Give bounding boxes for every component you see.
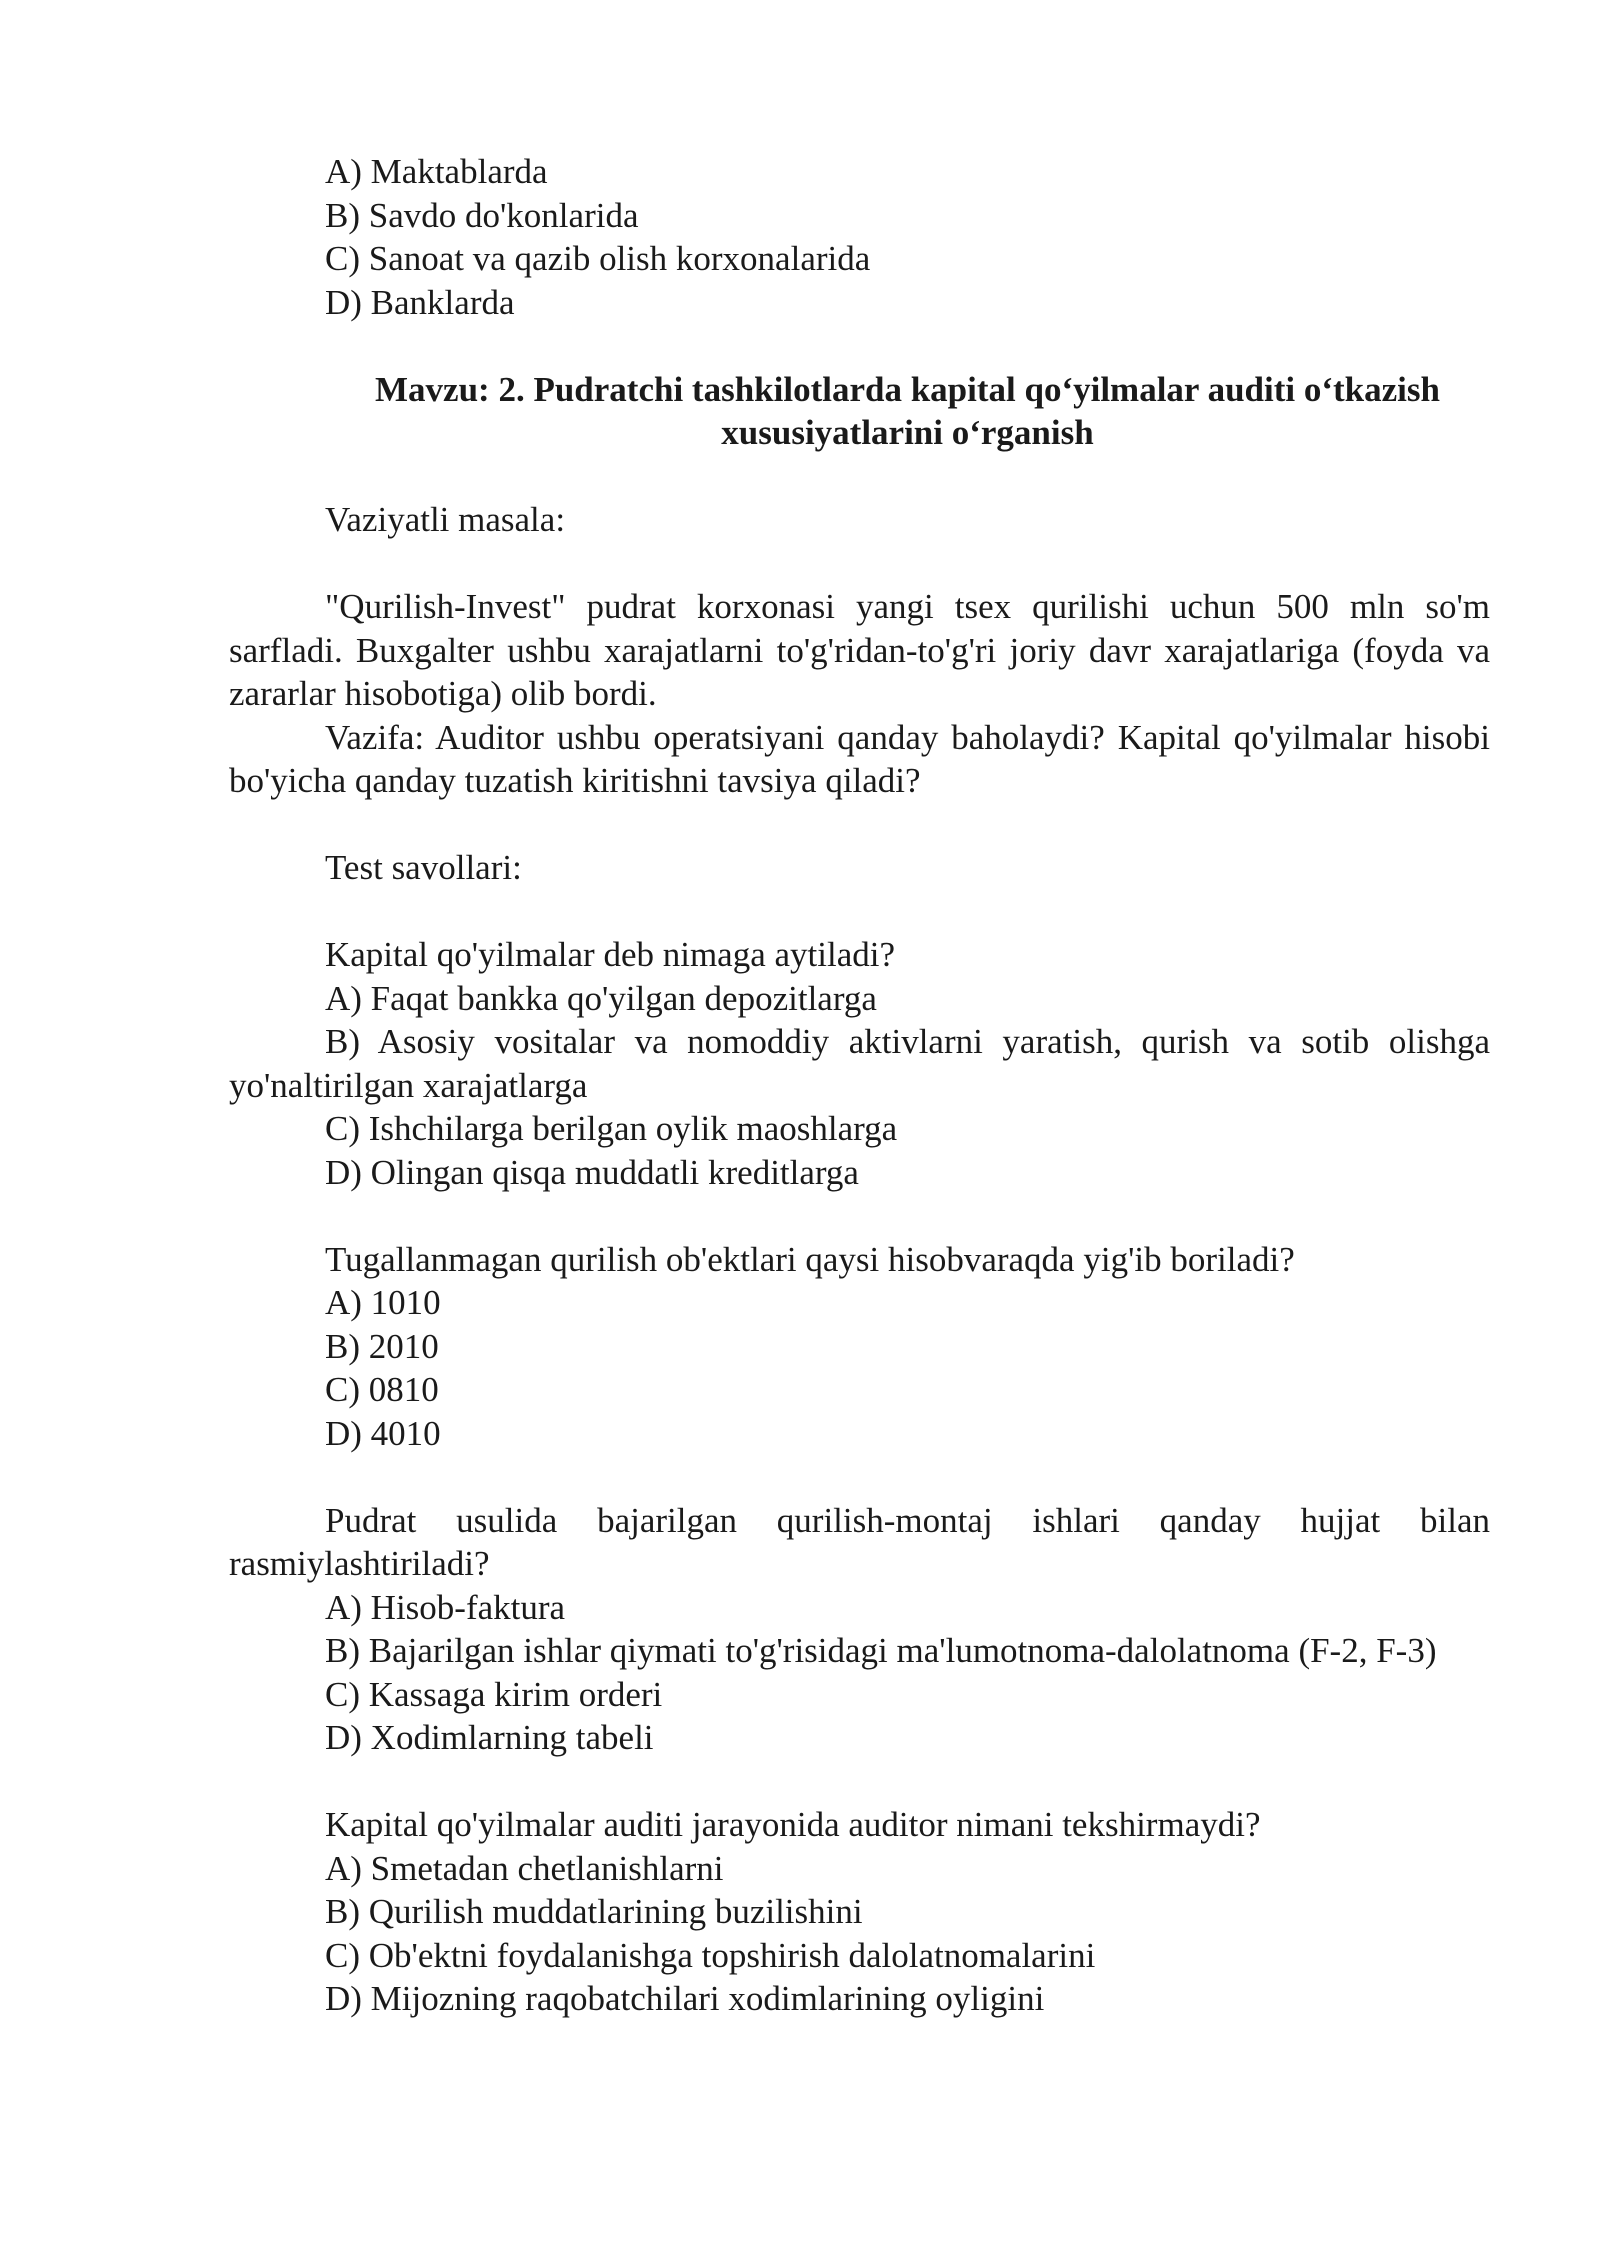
case-text: "Qurilish-Invest" pudrat korxonasi yangi tsex qurilishi uchun 500 mln so'm sarfladi. Buxgalter ushbu xarajatlarni to'g'ridan-to'g'ri joriy davr xarajatlariga (foyda va zararlar hisobotiga) olib bordi.: [229, 587, 1490, 713]
option-b: B) Asosiy vositalar va nomoddiy aktivlarni yaratish, qurish va sotib olishga yo'naltirilgan xarajatlarga: [229, 1022, 1490, 1105]
option-b: B) Qurilish muddatlarining buzilishini: [325, 1892, 863, 1931]
option-c: C) Ob'ektni foydalanishga topshirish dalolatnomalarini: [325, 1935, 1096, 1975]
option-c: C) Ishchilarga berilgan oylik maoshlarga: [325, 1109, 898, 1148]
case-label: Vaziyatli masala:: [325, 500, 566, 539]
option-a: A) Hisob-faktura: [325, 1587, 566, 1627]
document-page: [229, 150, 1490, 2021]
question-3: [229, 1499, 1490, 1760]
prev-option-a: A) Maktablarda: [325, 152, 548, 191]
option-a: A) Smetadan chetlanishlarni: [325, 1848, 724, 1888]
question-1: [229, 933, 1490, 1194]
test-label: Test savollari:: [325, 848, 522, 887]
question-2: [229, 1238, 1490, 1456]
option-d: D) Xodimlarning tabeli: [325, 1718, 654, 1757]
case-task: Vazifa: Auditor ushbu operatsiyani qanday baholaydi? Kapital qo'yilmalar hisobi bo'yicha qanday tuzatish kiritishni tavsiya qiladi?: [229, 717, 1490, 800]
question-4: [229, 1803, 1490, 2021]
prev-option-d: D) Banklarda: [325, 282, 515, 322]
option-d: D) Mijozning raqobatchilari xodimlarining oyligini: [325, 1979, 1045, 2018]
topic-heading-line2: xususiyatlarini o‘rganish: [721, 413, 1094, 452]
option-d: D) 4010: [325, 1413, 441, 1453]
topic-heading: [325, 368, 1490, 455]
option-a: A) Faqat bankka qo'yilgan depozitlarga: [325, 978, 877, 1018]
option-d: D) Olingan qisqa muddatli kreditlarga: [325, 1152, 859, 1192]
option-b: B) 2010: [325, 1326, 439, 1366]
question-text: Tugallanmagan qurilish ob'ektlari qaysi hisobvaraqda yig'ib boriladi?: [325, 1239, 1295, 1279]
prev-option-b: B) Savdo do'konlarida: [325, 195, 639, 235]
option-a: A) 1010: [325, 1283, 441, 1322]
option-c: C) Kassaga kirim orderi: [325, 1674, 663, 1714]
question-text: Pudrat usulida bajarilgan qurilish-montaj ishlari qanday hujjat bilan rasmiylashtiriladi?: [229, 1500, 1490, 1583]
question-text: Kapital qo'yilmalar deb nimaga aytiladi?: [325, 935, 895, 974]
question-text: Kapital qo'yilmalar auditi jarayonida auditor nimani tekshirmaydi?: [325, 1805, 1261, 1844]
option-b: B) Bajarilgan ishlar qiymati to'g'risidagi ma'lumotnoma-dalolatnoma (F-2, F-3): [325, 1631, 1437, 1670]
prev-option-c: C) Sanoat va qazib olish korxonalarida: [325, 239, 871, 278]
topic-heading-line1: Mavzu: 2. Pudratchi tashkilotlarda kapital qo‘yilmalar auditi o‘tkazish: [375, 369, 1440, 409]
option-c: C) 0810: [325, 1370, 439, 1409]
